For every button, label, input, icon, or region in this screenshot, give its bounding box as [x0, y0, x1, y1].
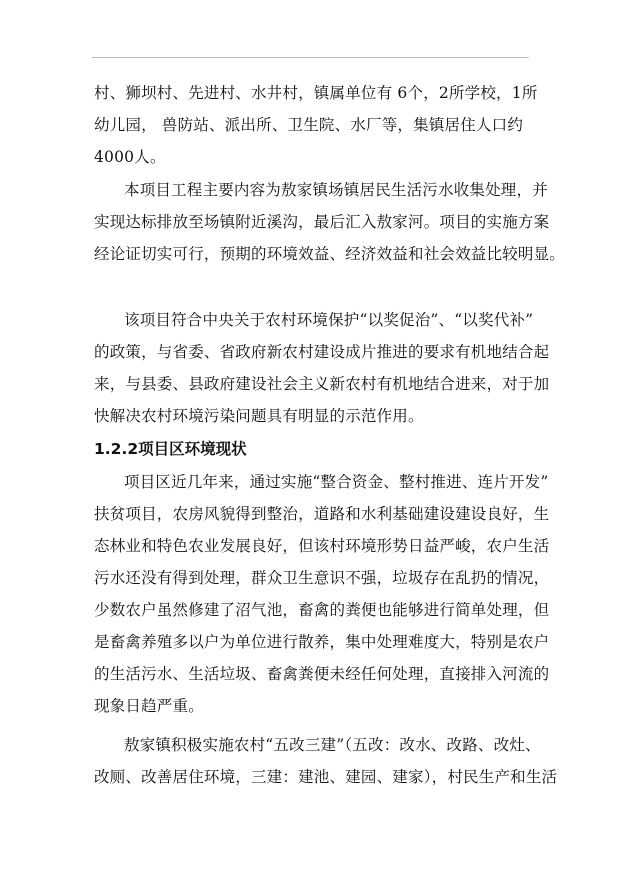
paragraph-4-line-7: 的生活污水、生活垃圾、畜禽粪便未经任何处理，直接排入河流的 [94, 665, 550, 683]
paragraph-4-line-3: 态林业和特色农业发展良好，但该村环境形势日益严峻，农户生活 [94, 537, 550, 555]
paragraph-2-line-2: 实现达标排放至场镇附近溪沟，最后汇入敖家河。项目的实施方案 [94, 213, 550, 231]
paragraph-4-line-4: 污水还没有得到处理，群众卫生意识不强，垃圾存在乱扔的情况， [94, 569, 550, 587]
paragraph-2-line-3: 经论证切实可行，预期的环境效益、经济效益和社会效益比较明显。 [94, 245, 566, 263]
paragraph-2-line-1: 本项目工程主要内容为敖家镇场镇居民生活污水收集处理，并 [124, 181, 548, 199]
section-heading: 1.2.2项目区环境现状 [94, 440, 247, 458]
paragraph-4-line-1: 项目区近几年来，通过实施“整合资金、整村推进、连片开发” [124, 473, 549, 491]
paragraph-4-line-6: 是畜禽养殖多以户为单位进行散养，集中处理难度大，特别是农户 [94, 633, 550, 651]
paragraph-1-line-3: 4000人。 [94, 148, 166, 166]
paragraph-3-line-3: 来，与县委、县政府建设社会主义新农村有机地结合进来，对于加 [94, 375, 550, 393]
paragraph-4-line-2: 扶贫项目，农房风貌得到整治，道路和水利基础建设建设良好，生 [94, 505, 550, 523]
paragraph-4-line-8: 现象日趋严重。 [94, 697, 204, 715]
paragraph-3-line-1: 该项目符合中央关于农村环境保护“以奖促治”、“以奖代补” [124, 311, 534, 329]
paragraph-3-line-2: 的政策，与省委、省政府新农村建设成片推进的要求有机地结合起 [94, 343, 550, 361]
header-rule [92, 57, 529, 58]
paragraph-1-line-1: 村、狮坝村、先进村、水井村，镇属单位有 6个，2所学校，1所 [94, 84, 538, 102]
paragraph-1-line-2: 幼儿园， 兽防站、派出所、卫生院、水厂等，集镇居住人口约 [94, 116, 524, 134]
paragraph-5-line-2: 改厕、改善居住环境，三建：建池、建园、建家），村民生产和生活 [94, 768, 558, 786]
paragraph-5-line-1: 敖家镇积极实施农村“五改三建”（五改：改水、改路、改灶、 [124, 736, 541, 754]
paragraph-4-line-5: 少数农户虽然修建了沼气池，畜禽的粪便也能够进行简单处理，但 [94, 601, 550, 619]
paragraph-3-line-4: 快解决农村环境污染问题具有明显的示范作用。 [94, 407, 424, 425]
